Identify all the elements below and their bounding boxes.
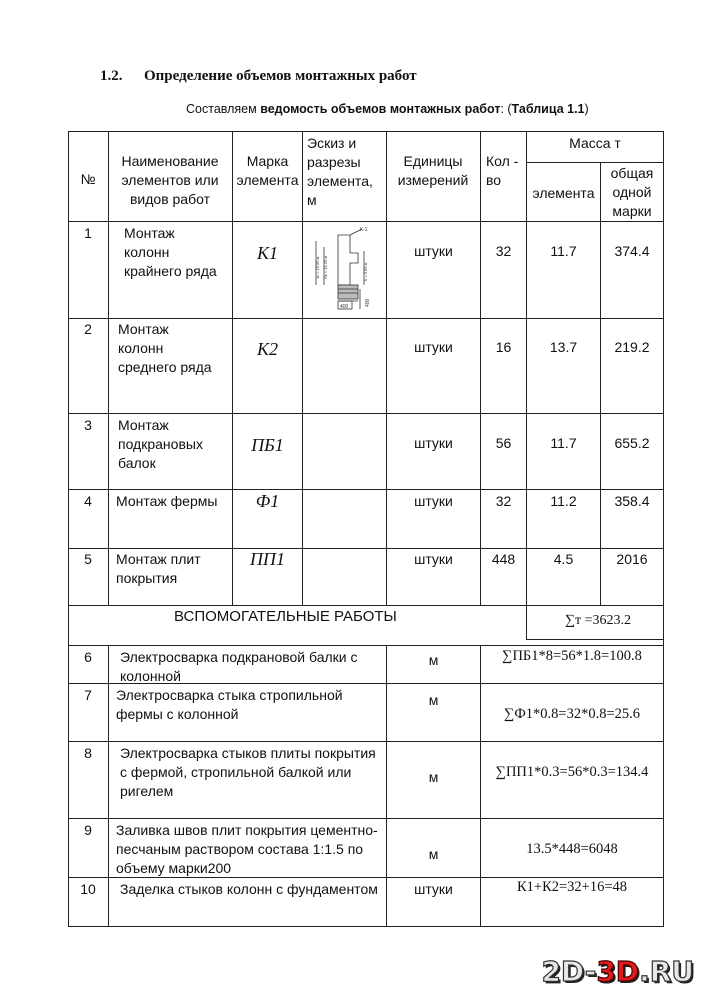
aux-row-9-calc: 13.5*448=6048 bbox=[526, 841, 618, 857]
row-3-unit: штуки bbox=[414, 435, 453, 451]
sketch-tag: К-1 bbox=[360, 227, 368, 233]
aux-row-9-name: Заливка швов плит покрытия цементно-песчаным раствором состава 1:1.5 по объему марки200 bbox=[116, 822, 378, 876]
section-title: Определение объемов монтажных работ bbox=[144, 68, 417, 84]
row-1-mark: К1 bbox=[257, 243, 278, 263]
header-mark: Марка элемента bbox=[236, 153, 299, 188]
row-2-mark: К2 bbox=[257, 339, 278, 359]
row-1-unit: штуки bbox=[414, 243, 453, 259]
row-5-unit: штуки bbox=[414, 551, 453, 567]
row-1-qty: 32 bbox=[495, 243, 512, 259]
sketch-h2: Нк = 14.25 м bbox=[323, 255, 328, 279]
caption-mid: : ( bbox=[500, 102, 512, 116]
aux-row-8-name: Электросварка стыков плиты покрытия с фермой, стропильной балкой или ригелем bbox=[120, 745, 376, 799]
aux-row-6-calc: ∑ПБ1*8=56*1.8=100.8 bbox=[502, 648, 642, 664]
row-2-unit: штуки bbox=[414, 339, 453, 355]
header-qty: Кол - во bbox=[486, 153, 519, 188]
aux-row-7-no: 7 bbox=[84, 687, 92, 703]
caption-suffix: ) bbox=[584, 102, 589, 116]
aux-row-10-name: Заделка стыков колонн с фундаментом bbox=[120, 881, 378, 897]
row-3-no: 3 bbox=[84, 417, 92, 433]
header-mass-element: элемента bbox=[532, 185, 595, 201]
row-4-unit: штуки bbox=[414, 493, 453, 509]
aux-title: ВСПОМОГАТЕЛЬНЫЕ РАБОТЫ bbox=[174, 608, 397, 625]
row-4-name: Монтаж фермы bbox=[116, 493, 218, 509]
row-2-no: 2 bbox=[84, 321, 92, 337]
aux-row-8-unit: м bbox=[428, 769, 439, 785]
section-number: 1.2. bbox=[100, 68, 123, 84]
row-4-mass: 11.2 bbox=[550, 493, 577, 509]
header-sketch: Эскиз и разрезы элемента, м bbox=[307, 135, 373, 208]
row-3-name: Монтаж подкрановых балок bbox=[118, 417, 203, 471]
watermark-part1: 2D- bbox=[541, 955, 597, 988]
row-5-name: Монтаж плит покрытия bbox=[116, 551, 201, 586]
aux-row-10-calc: К1+К2=32+16=48 bbox=[516, 879, 628, 895]
row-3-mass: 11.7 bbox=[550, 435, 577, 451]
sketch-dim-a: 400 bbox=[340, 304, 349, 310]
watermark-part3: .RU bbox=[639, 955, 694, 988]
row-4-mark: Ф1 bbox=[255, 491, 280, 511]
aux-row-9-unit: м bbox=[428, 846, 439, 862]
aux-row-6-name: Электросварка подкрановой балки с колонной bbox=[120, 649, 358, 684]
header-mass-total: общая одной марки bbox=[610, 165, 654, 219]
aux-row-8-calc: ∑ПП1*0.3=56*0.3=134.4 bbox=[495, 764, 649, 780]
row-2-qty: 16 bbox=[495, 339, 512, 355]
aux-sum: ∑т =3623.2 bbox=[565, 613, 631, 628]
row-5-total: 2016 bbox=[616, 551, 648, 567]
sketch-h3: h = 0.65 м bbox=[363, 262, 368, 281]
row-5-mass: 4.5 bbox=[553, 551, 574, 567]
header-no: № bbox=[80, 171, 96, 187]
row-1-name: Монтаж колонн крайнего ряда bbox=[124, 225, 217, 279]
row-2-total: 219.2 bbox=[614, 339, 650, 355]
header-name: Наименование элементов или видов работ bbox=[121, 153, 219, 207]
aux-row-9-no: 9 bbox=[84, 822, 92, 838]
row-4-no: 4 bbox=[84, 493, 92, 509]
aux-row-7-calc: ∑Ф1*0.8=32*0.8=25.6 bbox=[503, 706, 641, 722]
aux-row-8-no: 8 bbox=[84, 745, 92, 761]
header-unit: Единицы измерений bbox=[397, 153, 469, 188]
caption-table-ref: Таблица 1.1 bbox=[511, 102, 585, 116]
row-3-qty: 56 bbox=[495, 435, 512, 451]
row-3-total: 655.2 bbox=[614, 435, 650, 451]
header-mass: Масса т bbox=[569, 135, 621, 151]
row-4-qty: 32 bbox=[495, 493, 512, 509]
watermark-part2: 3D bbox=[596, 955, 640, 988]
sketch-h1: 1к = 15.95 м bbox=[315, 256, 320, 279]
sketch-dim-b: 400 bbox=[365, 298, 371, 307]
watermark-logo bbox=[541, 955, 694, 988]
aux-row-6-unit: м bbox=[428, 652, 439, 668]
row-5-qty: 448 bbox=[491, 551, 516, 567]
column-sketch bbox=[306, 223, 384, 315]
caption-bold: ведомость объемов монтажных работ bbox=[260, 102, 501, 116]
row-1-no: 1 bbox=[84, 225, 92, 241]
caption-prefix: Составляем bbox=[186, 102, 261, 116]
row-5-mark: ПП1 bbox=[250, 549, 285, 569]
row-2-name: Монтаж колонн среднего ряда bbox=[118, 321, 212, 375]
row-4-total: 358.4 bbox=[614, 493, 650, 509]
aux-row-7-name: Электросварка стыка стропильной фермы с колонной bbox=[116, 687, 343, 722]
row-2-mass: 13.7 bbox=[549, 339, 578, 355]
aux-row-6-no: 6 bbox=[84, 649, 92, 665]
aux-row-10-unit: штуки bbox=[414, 881, 453, 897]
row-5-no: 5 bbox=[84, 551, 92, 567]
row-1-total: 374.4 bbox=[614, 243, 650, 259]
row-1-mass: 11.7 bbox=[550, 243, 577, 259]
row-3-mark: ПБ1 bbox=[251, 435, 284, 455]
aux-row-10-no: 10 bbox=[80, 881, 96, 897]
aux-row-7-unit: м bbox=[428, 692, 439, 708]
